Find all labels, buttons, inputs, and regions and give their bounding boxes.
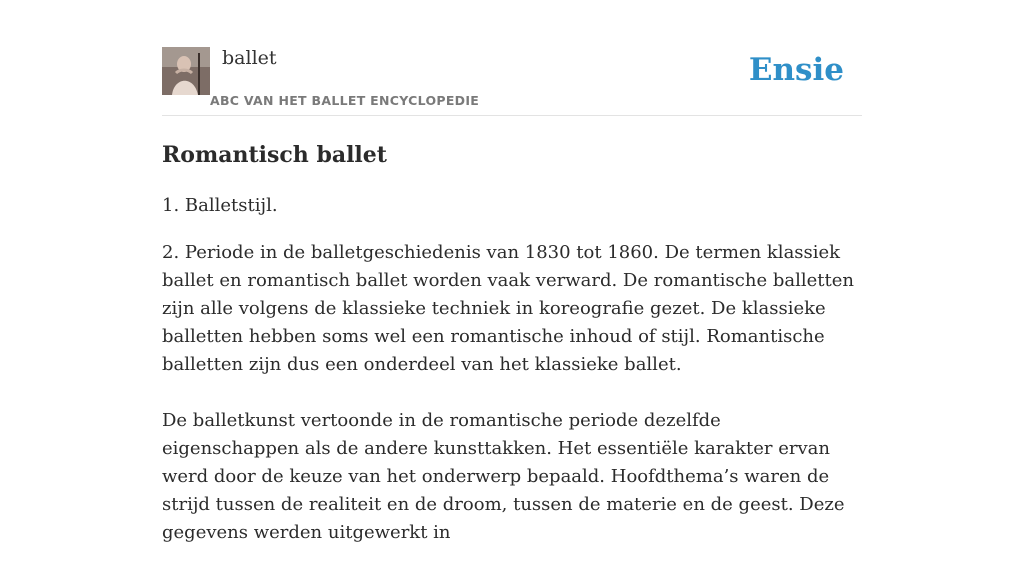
article-title: Romantisch ballet (162, 142, 387, 168)
source-name[interactable]: ABC VAN HET BALLET ENCYCLOPEDIE (210, 93, 480, 108)
avatar-image (162, 47, 210, 95)
article-header (162, 0, 862, 116)
avatar[interactable] (162, 47, 210, 95)
paragraph: De balletkunst vertoonde in de romantische periode dezelfde eigenschappen als de andere kunsttakken. Het essentiële karakter ervan werd door de keuze van het onderwerp bepaald. Hoofdthema’s waren de strijd tussen de realiteit en de droom, tussen de materie en de geest. Deze gegevens werden uitgewerkt in (162, 410, 845, 543)
paragraph: 2. Periode in de balletgeschiedenis van 1830 tot 1860. De termen klassiek ballet en romantisch ballet worden vaak verward. De romantische balletten zijn alle volgens de klassieke techniek in koreografie gezet. De klassieke balletten hebben soms wel een romantische inhoud of stijl. Romantische balletten zijn dus een onderdeel van het klassieke ballet. (162, 242, 854, 375)
page-container (162, 0, 862, 543)
paragraph: 1. Balletstijl. (162, 195, 278, 216)
article-body (162, 192, 862, 566)
author-name[interactable]: ballet (222, 47, 277, 69)
brand-logo[interactable]: Ensie (748, 52, 844, 88)
